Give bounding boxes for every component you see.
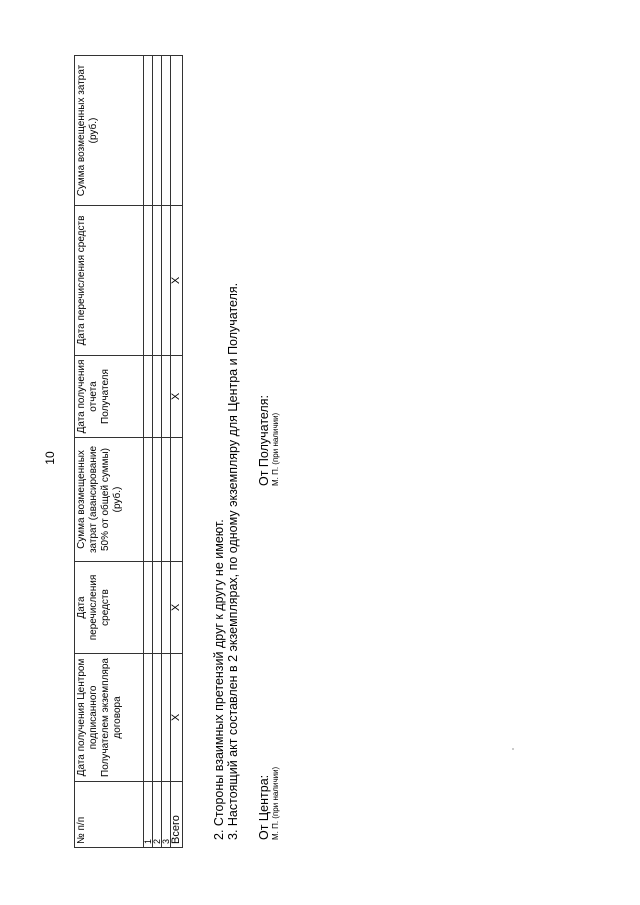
table-cell <box>153 438 162 562</box>
header-cell-report-date: Дата получения отчета Получателя <box>75 356 144 438</box>
reimbursement-table <box>74 55 183 848</box>
header-cell-reimbursed-amount: Сумма возмещенных затрат (руб.) <box>75 56 144 206</box>
table-cell <box>153 562 162 654</box>
signature-recipient-stamp: М. П. (при наличии) <box>271 412 280 486</box>
table-cell <box>162 438 171 562</box>
page-number: 10 <box>43 451 57 465</box>
table-cell: 3 <box>162 782 171 848</box>
table-cell: 1 <box>144 782 153 848</box>
table-cell <box>144 562 153 654</box>
table-cell: X <box>171 206 183 356</box>
table-cell <box>144 438 153 562</box>
table-cell <box>144 654 153 782</box>
total-label-cell: Всего <box>171 782 183 848</box>
table-cell <box>153 56 162 206</box>
notes-block <box>212 40 240 840</box>
signature-center <box>257 767 281 840</box>
header-cell-contract-date: Дата получения Центром подписанного Получателем экземпляра договора <box>75 654 144 782</box>
table-cell: 2 <box>153 782 162 848</box>
header-cell-transfer-date-2: Дата перечисления средств <box>75 206 144 356</box>
table-cell <box>162 56 171 206</box>
signature-center-stamp: М. П. (при наличии) <box>271 766 280 840</box>
table-header-row <box>75 56 144 848</box>
header-cell-transfer-date-1: Дата перечисления средств <box>75 562 144 654</box>
table-cell <box>171 56 183 206</box>
signature-recipient-label: От Получателя: <box>257 395 271 486</box>
table-cell: X <box>171 356 183 438</box>
table-total-row <box>171 56 183 848</box>
table-row <box>162 56 171 848</box>
signature-recipient <box>257 395 281 486</box>
signature-center-label: От Центра: <box>257 774 271 840</box>
table-cell <box>171 438 183 562</box>
scan-speck <box>512 748 514 750</box>
table-cell <box>153 206 162 356</box>
table-cell: X <box>171 562 183 654</box>
table-cell <box>153 356 162 438</box>
table-row <box>153 56 162 848</box>
table-cell <box>153 654 162 782</box>
note-copies: 3. Настоящий акт составлен в 2 экземплярах, по одному экземпляру для Центра и Получателя. <box>226 282 240 840</box>
rotated-page-content <box>74 8 304 848</box>
table-cell <box>144 356 153 438</box>
table-cell: X <box>171 654 183 782</box>
table-cell <box>144 56 153 206</box>
table-row <box>144 56 153 848</box>
header-cell-advance-amount: Сумма возмещенных затрат (авансирование 50% от общей суммы) (руб.) <box>75 438 144 562</box>
note-no-claims: 2. Стороны взаимных претензий друг к другу не имеют. <box>212 519 226 840</box>
header-cell-number: № п/п <box>75 782 144 848</box>
table-cell <box>144 206 153 356</box>
